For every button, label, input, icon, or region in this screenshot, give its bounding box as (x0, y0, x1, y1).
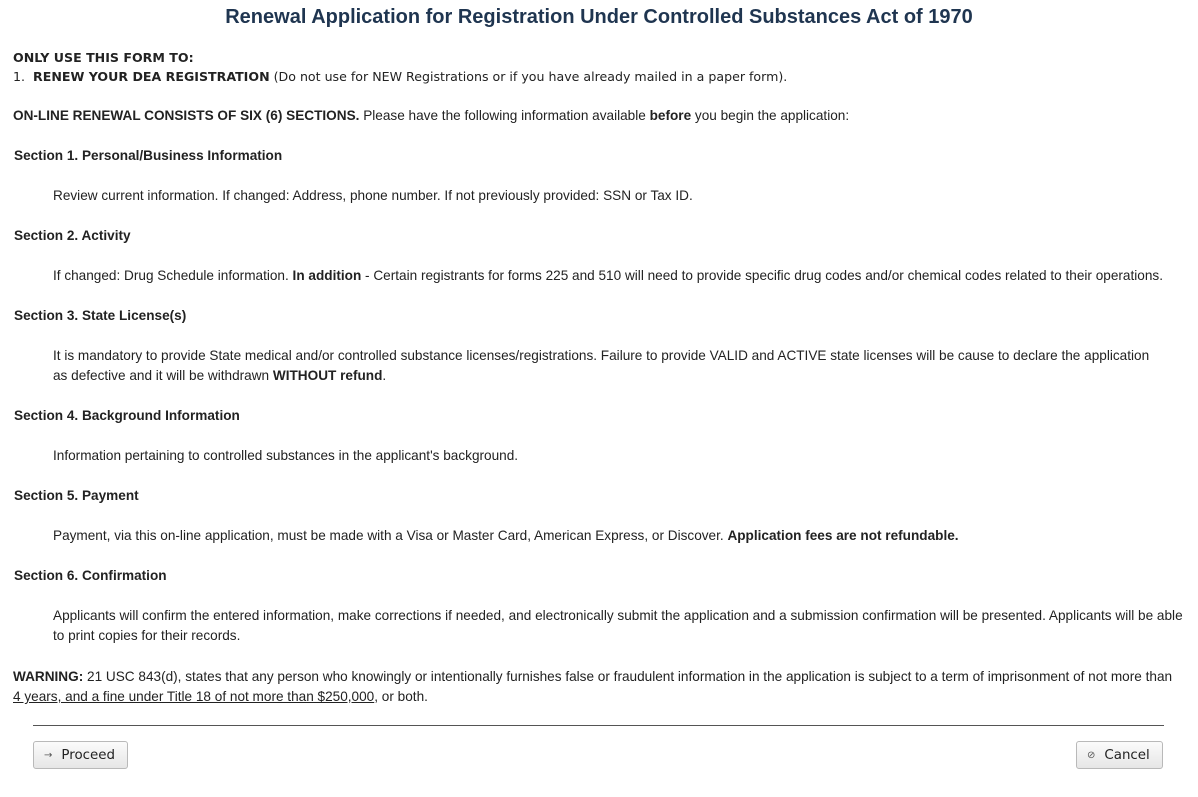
section-1-body: Review current information. If changed: Address, phone number. If not previously provided: SSN or Tax ID. (53, 188, 693, 203)
proceed-label: Proceed (61, 747, 115, 763)
online-renewal-heading: ON-LINE RENEWAL CONSISTS OF SIX (6) SECTIONS. (13, 108, 360, 123)
section-2-heading: Section 2. Activity (14, 228, 131, 243)
section-2-text-end: - Certain registrants for forms 225 and 510 will need to provide specific drug codes and/or chemical codes related to their operations. (361, 268, 1163, 283)
cancel-icon: ⊘ (1087, 749, 1096, 761)
warning-body: 21 USC 843(d), states that any person who knowingly or intentionally furnishes false or fraudulent information in the application is subject to a term of imprisonment of not more than (83, 669, 1173, 684)
section-5-body (53, 526, 1183, 546)
only-use-header: ONLY USE THIS FORM TO: (13, 50, 194, 65)
section-2-body (53, 266, 1183, 286)
cancel-button[interactable] (1076, 741, 1163, 769)
item-number: 1. (13, 69, 26, 84)
online-renewal-text: Please have the following information available (359, 108, 650, 123)
section-1-heading: Section 1. Personal/Business Information (14, 148, 283, 163)
renew-note: (Do not use for NEW Registrations or if you have already mailed in a paper form). (269, 69, 788, 84)
warning-end: , or both. (374, 689, 428, 704)
proceed-button[interactable] (33, 741, 128, 769)
section-5-heading: Section 5. Payment (14, 488, 139, 503)
cancel-label: Cancel (1104, 747, 1150, 763)
section-6-heading: Section 6. Confirmation (14, 568, 167, 583)
section-6-body: Applicants will confirm the entered information, make corrections if needed, and electronically submit the application and a submission confirmation will be presented. Applicants will be able to print copies for their records. (53, 608, 1183, 643)
renew-instruction (13, 69, 787, 85)
warning-text (13, 667, 1173, 707)
section-5-text: Payment, via this on-line application, must be made with a Visa or Master Card, American Express, or Discover. (53, 528, 728, 543)
section-3-text: It is mandatory to provide State medical and/or controlled substance licenses/registrations. Failure to provide VALID and ACTIVE state licenses will be cause to declare the application as defective and it will be withdrawn (53, 348, 1150, 383)
section-5-bold: Application fees are not refundable. (727, 528, 959, 543)
page-title: Renewal Application for Registration Under Controlled Substances Act of 1970 (225, 6, 973, 28)
section-3-bold: WITHOUT refund (272, 368, 383, 383)
renew-dea-text: RENEW YOUR DEA REGISTRATION (33, 69, 270, 84)
section-3-body (53, 346, 1153, 386)
section-3-text-end: . (382, 368, 387, 383)
warning-penalty: 4 years, and a fine under Title 18 of not more than $250,000 (13, 689, 375, 704)
section-3-heading: Section 3. State License(s) (14, 308, 187, 323)
section-4-heading: Section 4. Background Information (14, 408, 240, 423)
only-use-block (13, 50, 787, 85)
section-4-body: Information pertaining to controlled substances in the applicant's background. (53, 448, 519, 463)
before-text: before (649, 108, 692, 123)
section-2-text: If changed: Drug Schedule information. (53, 268, 293, 283)
divider (33, 725, 1164, 726)
warning-label: WARNING: (13, 669, 84, 684)
online-renewal-intro (13, 106, 849, 126)
section-2-bold: In addition (292, 268, 362, 283)
online-renewal-text-end: you begin the application: (691, 108, 850, 123)
arrow-right-icon: → (44, 749, 53, 761)
